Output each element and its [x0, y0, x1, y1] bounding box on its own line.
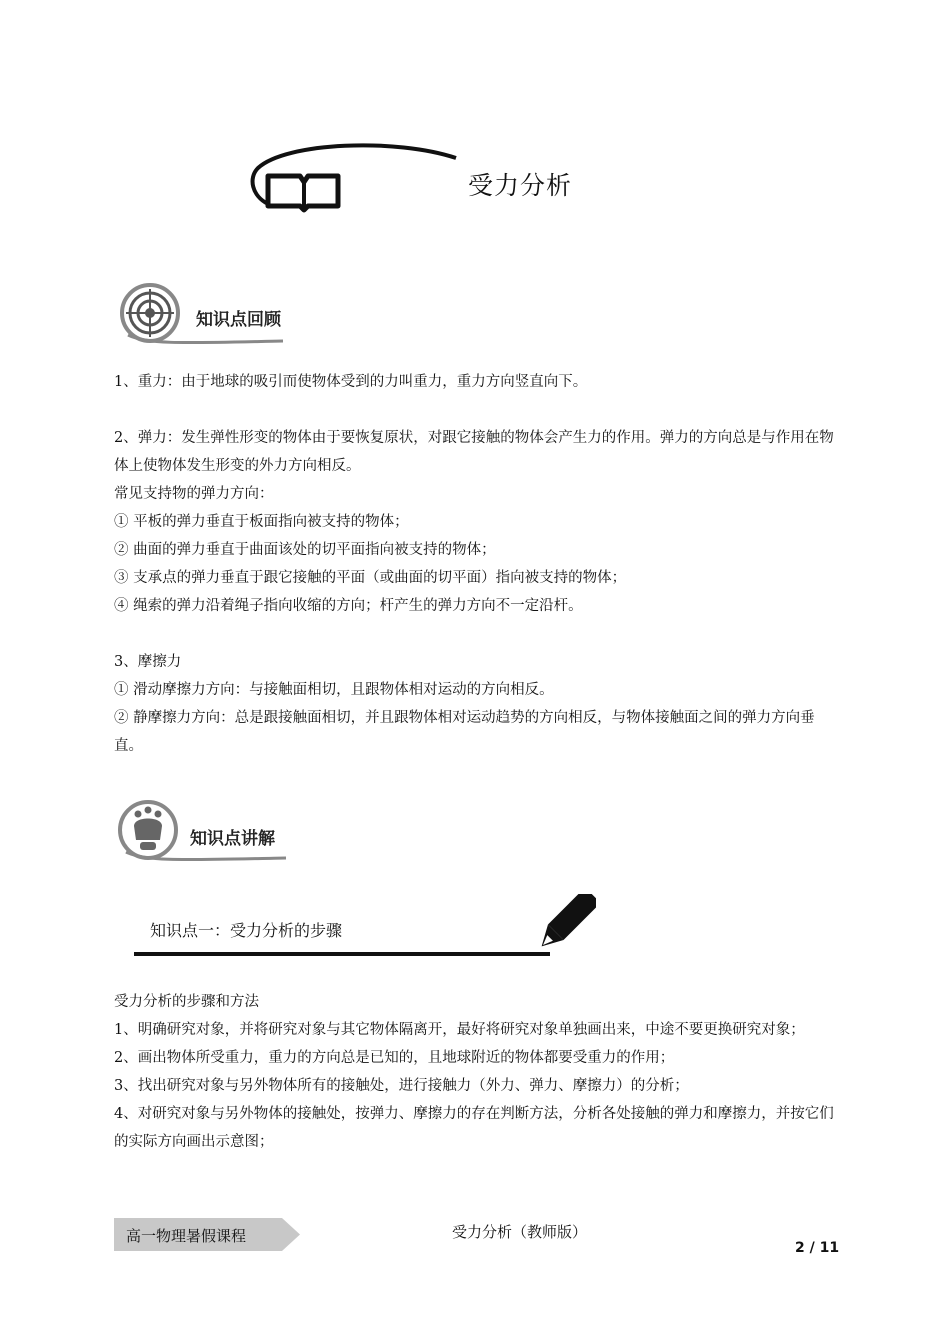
pencil-icon [130, 894, 596, 960]
explain-content [114, 988, 840, 1156]
page-number: 2 / 11 [795, 1240, 840, 1256]
friction-item: ① 滑动摩擦力方向：与接触面相切，且跟物体相对运动的方向相反。 [114, 682, 554, 698]
review-content [114, 368, 840, 760]
friction-title: 3、摩擦力 [114, 654, 182, 670]
support-item: ③ 支承点的弹力垂直于跟它接触的平面（或曲面的切平面）指向被支持的物体； [114, 570, 627, 586]
book-logo-icon [246, 140, 462, 214]
support-intro: 常见支持物的弹力方向： [114, 486, 274, 502]
step-item: 2、画出物体所受重力，重力的方向总是已知的，且地球附近的物体都要受重力的作用； [114, 1050, 675, 1066]
footer-title: 受力分析（教师版） [452, 1223, 588, 1241]
step-item: 4、对研究对象与另外物体的接触处，按弹力、摩擦力的存在判断方法，分析各处接触的弹力和摩擦力，并按它们的实际方向画出示意图； [114, 1106, 834, 1150]
knowledge-point-label: 知识点一：受力分析的步骤 [150, 921, 343, 940]
gravity-text: 1、重力：由于地球的吸引而使物体受到的力叫重力，重力方向竖直向下。 [114, 374, 588, 390]
support-item: ④ 绳索的弹力沿着绳子指向收缩的方向；杆产生的弹力方向不一定沿杆。 [114, 598, 583, 614]
course-name: 高一物理暑假课程 [126, 1227, 247, 1245]
friction-item: ② 静摩擦力方向：总是跟接触面相切，并且跟物体相对运动趋势的方向相反，与物体接触面之间的弹力方向垂直。 [114, 710, 815, 754]
review-heading: 知识点回顾 [196, 310, 281, 330]
support-item: ① 平板的弹力垂直于板面指向被支持的物体； [114, 514, 409, 530]
step-item: 3、找出研究对象与另外物体所有的接触处，进行接触力（外力、弹力、摩擦力）的分析； [114, 1078, 689, 1094]
page-title: 受力分析 [468, 171, 573, 200]
steps-intro: 受力分析的步骤和方法 [114, 994, 259, 1010]
step-item: 1、明确研究对象，并将研究对象与其它物体隔离开，最好将研究对象单独画出来，中途不要更换研究对象； [114, 1022, 805, 1038]
support-item: ② 曲面的弹力垂直于曲面该处的切平面指向被支持的物体； [114, 542, 496, 558]
elastic-text: 2、弹力：发生弹性形变的物体由于要恢复原状，对跟它接触的物体会产生力的作用。弹力的方向总是与作用在物体上使物体发生形变的外力方向相反。 [114, 430, 834, 474]
explain-heading: 知识点讲解 [190, 829, 275, 849]
